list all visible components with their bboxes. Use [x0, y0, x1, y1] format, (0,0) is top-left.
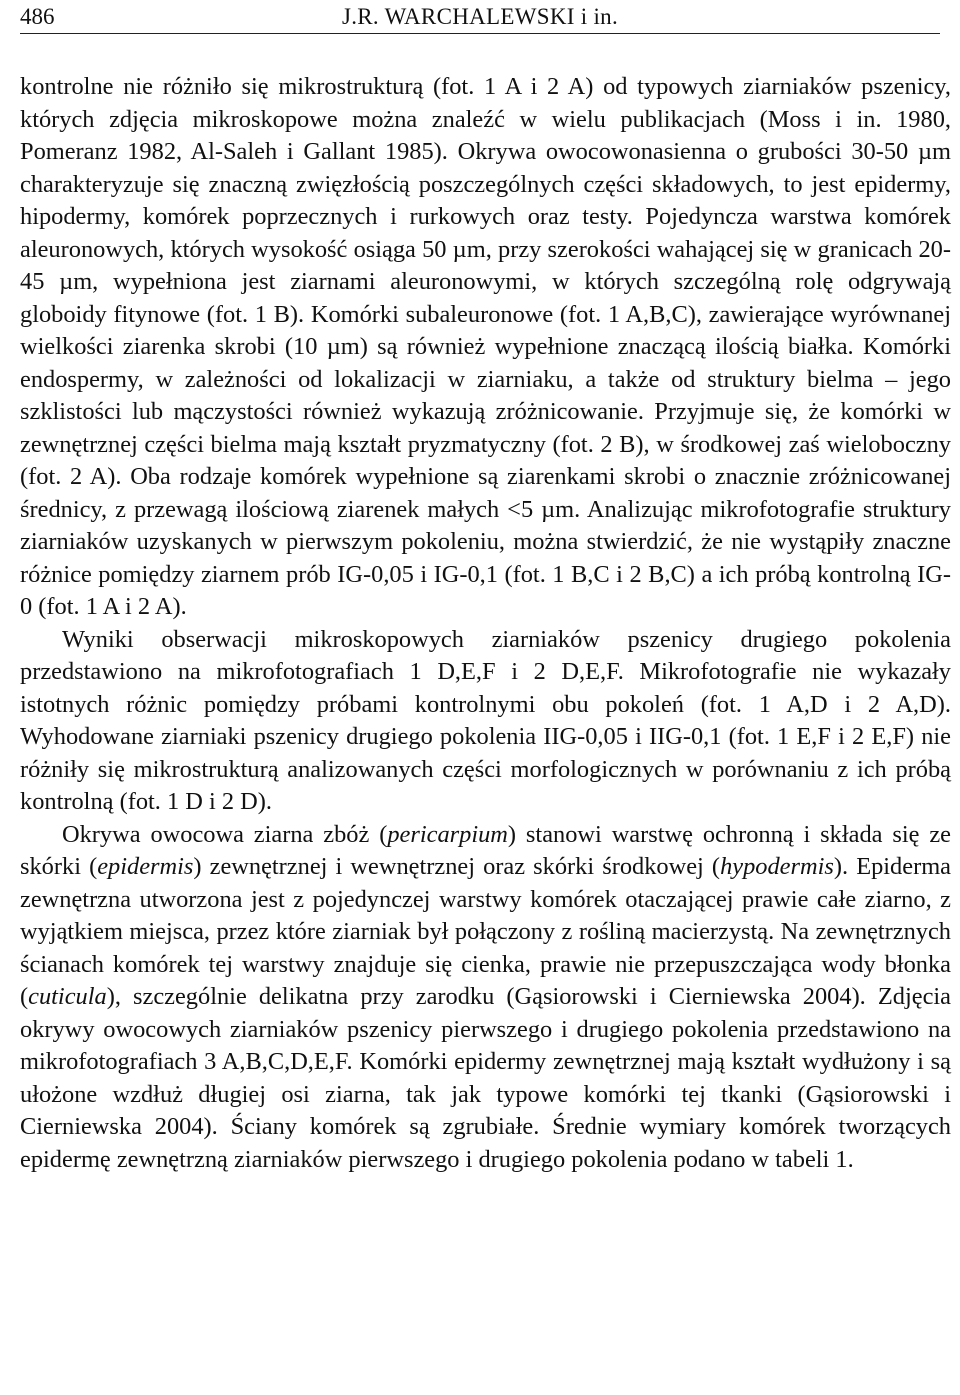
latin-term: pericarpium	[387, 820, 508, 848]
text-run: ) zewnętrznej i wewnętrznej oraz skórki środkowej (	[193, 853, 721, 880]
page-number: 486	[20, 4, 55, 29]
paragraph-2	[20, 624, 951, 819]
text-run: kontrolne nie różniło się mikrostrukturą (fot. 1 A i 2 A) od typowych ziarniaków pszenicy, których zdjęcia mikroskopowe można znaleźć w wielu publikacjach (Moss i in. 1980, Pomeranz 1982, Al-Saleh i Gallant 1985). Okrywa owocowonasienna o grubości 30-50 µm charakteryzuje się znaczną zwięzłością poszczególnych części składowych, to jest epidermy, hipodermy, komórek poprzecznych i rurkowych oraz testy. Pojedyncza warstwa komórek aleuronowych, których wysokość osiąga 50 µm, przy szerokości wahającej się w granicach 20-45 µm, wypełniona jest ziarnami aleuronowymi, w których szczególną rolę odgrywają globoidy fitynowe (fot. 1 B). Komórki subaleuronowe (fot. 1 A,B,C), zawierające wyrównanej wielkości ziarenka skrobi (10 µm) są również wypełnione znaczącą ilością białka. Komórki endospermy, w zależności od lokalizacji w ziarniaku, a także od struktury bielma – jego szklistości lub mączystości również wykazują zróżnicowanie. Przyjmuje się, że komórki w zewnętrznej części bielma mają kształt pryzmatyczny (fot. 2 B), w środkowej zaś wieloboczny (fot. 2 A). Oba rodzaje komórek wypełnione są ziarenkami skrobi o znacznie zróżnicowanej średnicy, z przewagą ilościową ziarenek małych <5 µm. Analizując mikrofotografie struktury ziarniaków uzyskanych w pierwszym pokoleniu, można stwierdzić, że nie wystąpiły znaczne różnice pomiędzy ziarnem prób IG-0,05 i IG-0,1 (fot. 1 B,C i 2 B,C) a ich próbą kontrolną IG-0 (fot. 1 A i 2 A).	[20, 73, 951, 620]
text-run: ) stanowi warstwę ochronną i składa się ze skórki (	[20, 820, 951, 880]
paragraph-3	[20, 819, 951, 1177]
page-header	[20, 0, 940, 36]
running-head: J.R. WARCHALEWSKI i in.	[341, 4, 619, 29]
latin-term: hypodermis	[720, 853, 834, 880]
body-text	[20, 71, 951, 1176]
text-run: ). Epiderma zewnętrzna utworzona jest z pojedynczej warstwy komórek otaczającej prawie całe ziarno, z wyjątkiem miejsca, przez które ziarniak był połączony z rośliną macierzystą. Na zewnętrznych ścianach komórek tej warstwy znajduje się cienka, prawie nie przepuszczająca wody błonka (	[20, 853, 952, 1010]
latin-term: cuticula	[28, 983, 107, 1010]
text-run: ), szczególnie delikatna przy zarodku (Gąsiorowski i Cierniewska 2004). Zdjęcia okrywy owocowych ziarniaków pszenicy pierwszego i drugiego pokolenia przedstawiono na mikrofotografiach 3 A,B,C,D,E,F. Komórki epidermy zewnętrznej mają kształt wydłużony i są ułożone wzdłuż długiej osi ziarna, tak jak typowe komórki tej tkanki (Gąsiorowski i Cierniewska 2004). Ściany komórek są zgrubiałe. Średnie wymiary komórek tworzących epidermę zewnętrzną ziarniaków pierwszego i drugiego pokolenia podano w tabeli 1.	[20, 983, 951, 1173]
paragraph-1	[20, 71, 951, 624]
text-run: Wyniki obserwacji mikroskopowych ziarniaków pszenicy drugiego pokolenia przedstawiono na mikrofotografiach 1 D,E,F i 2 D,E,F. Mikrofotografie nie wykazały istotnych różnic pomiędzy próbami kontrolnymi obu pokoleń (fot. 1 A,D i 2 A,D). Wyhodowane ziarniaki pszenicy drugiego pokolenia IIG-0,05 i IIG-0,1 (fot. 1 E,F i 2 E,F) nie różniły się mikrostrukturą analizowanych części morfologicznych w porównaniu z ich próbą kontrolną (fot. 1 D i 2 D).	[20, 625, 951, 815]
latin-term: epidermis	[97, 853, 194, 880]
text-run: Okrywa owocowa ziarna zbóż (	[62, 820, 388, 848]
header-rule	[20, 33, 940, 34]
